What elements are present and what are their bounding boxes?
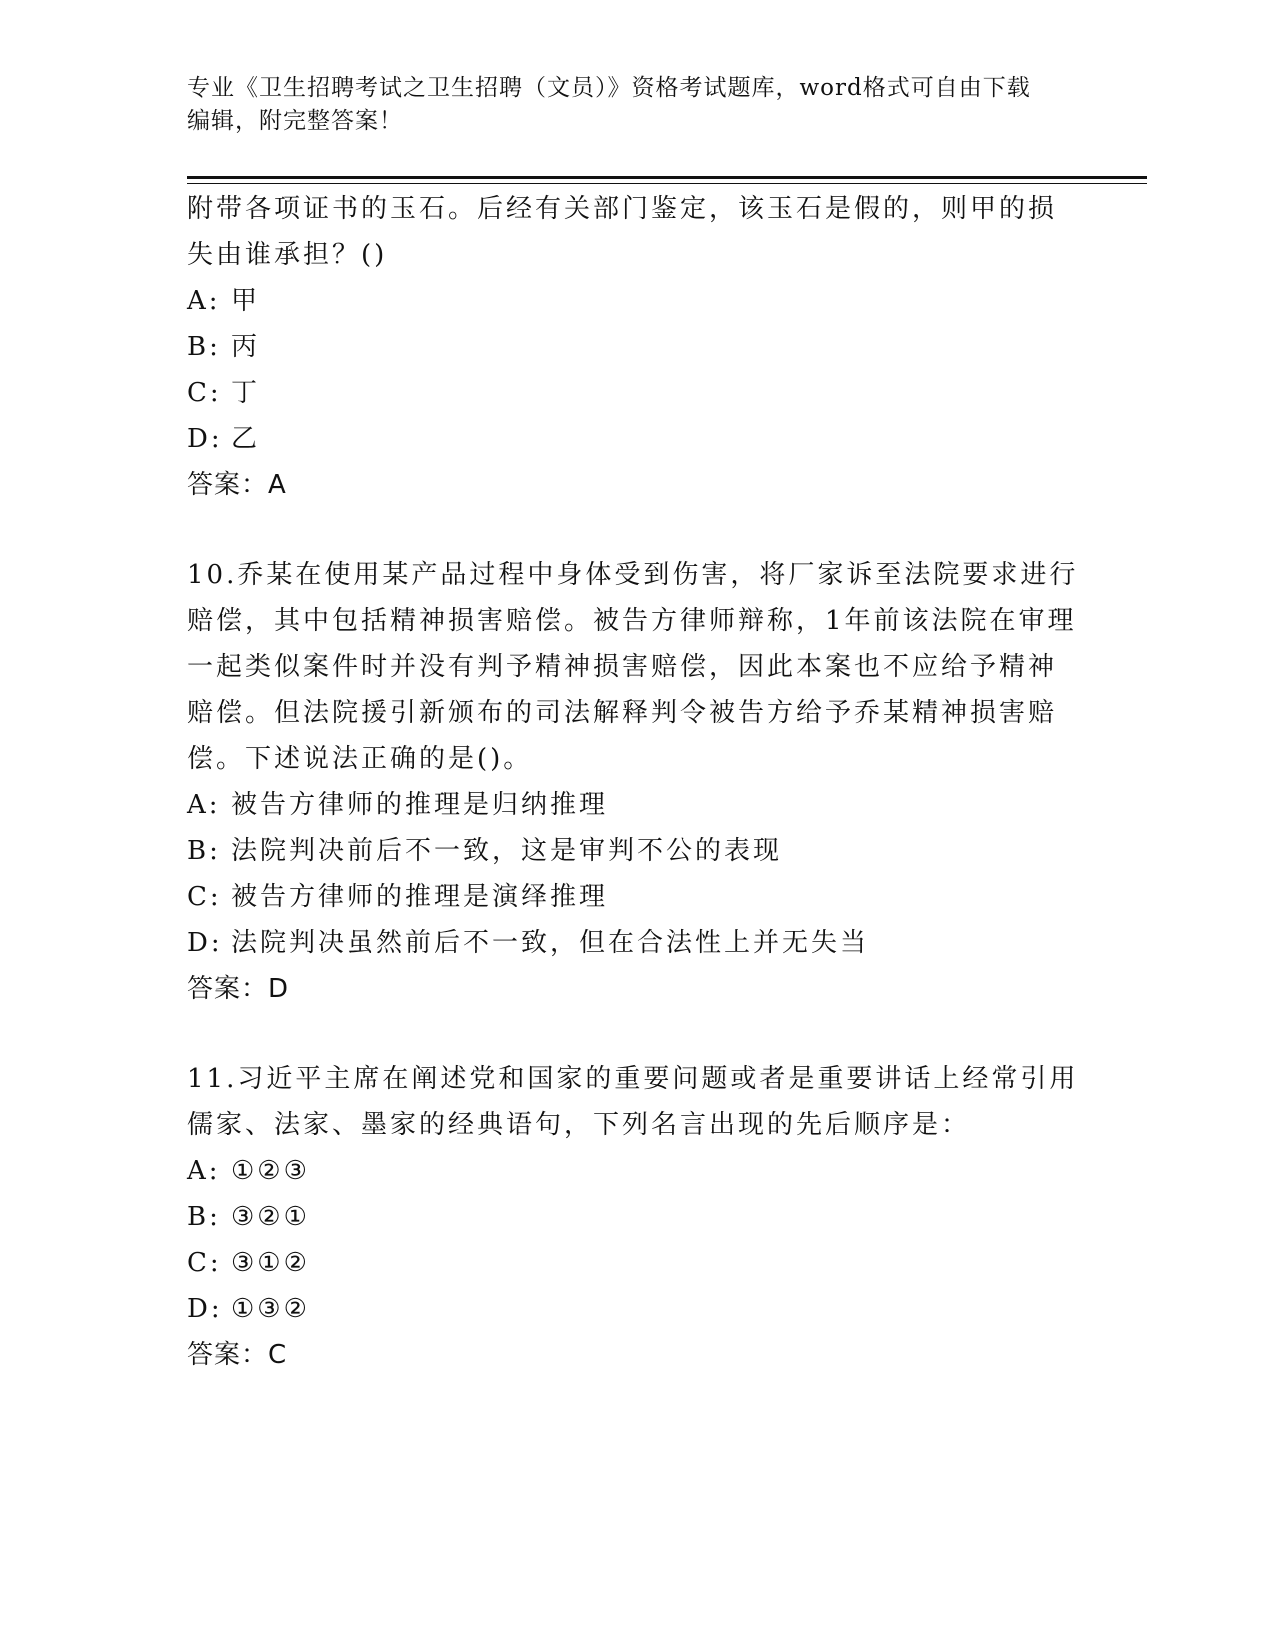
header-divider-thin [187,183,1147,184]
option-a [187,278,1087,324]
question-stem-line: 赔偿，其中包括精神损害赔偿。被告方律师辩称，1年前该法院在审理 [187,606,1077,636]
question-stem-line: 10.乔某在使用某产品过程中身体受到伤害，将厂家诉至法院要求进行 [187,560,1079,590]
option-text: 法院判决虽然前后不一致，但在合法性上并无失当 [231,928,870,958]
option-b [187,828,1087,874]
question-11 [187,1056,1087,1378]
option-letter: A: [187,1156,221,1186]
option-letter: C: [187,378,222,408]
option-c [187,370,1087,416]
option-a [187,1148,1087,1194]
header-title-line1: 专业《卫生招聘考试之卫生招聘（文员）》资格考试题库，word格式可自由下载 [187,75,1031,101]
question-stem-line: 一起类似案件时并没有判予精神损害赔偿，因此本案也不应给予精神 [187,652,1058,682]
option-c [187,1240,1087,1286]
question-stem-line: 赔偿。但法院援引新颁布的司法解释判令被告方给予乔某精神损害赔 [187,698,1058,728]
option-text: ③②① [231,1202,310,1232]
option-b [187,324,1087,370]
question-stem-line: 11.习近平主席在阐述党和国家的重要问题或者是重要讲话上经常引用 [187,1064,1079,1094]
document-header [187,72,1087,138]
option-text: 丁 [231,378,261,408]
option-text: 法院判决前后不一致，这是审判不公的表现 [231,836,783,866]
option-text: 被告方律师的推理是演绎推理 [231,882,609,912]
question-stem-line: 儒家、法家、墨家的经典语句，下列名言出现的先后顺序是： [187,1110,971,1140]
option-letter: D: [187,1294,223,1324]
answer-line: 答案：C [187,1340,288,1370]
option-a [187,782,1087,828]
answer-line: 答案：A [187,470,287,500]
option-letter: C: [187,882,222,912]
question-spacer [187,1012,1087,1056]
question-stem-line: 附带各项证书的玉石。后经有关部门鉴定，该玉石是假的，则甲的损 [187,194,1058,224]
question-9 [187,186,1087,508]
question-list [187,186,1087,1378]
option-letter: C: [187,1248,222,1278]
option-letter: B: [187,1202,221,1232]
answer-line: 答案：D [187,974,290,1004]
option-text: ③①② [231,1248,310,1278]
question-10 [187,552,1087,1012]
option-letter: A: [187,286,221,316]
option-d [187,1286,1087,1332]
option-text: 甲 [231,286,261,316]
option-text: ①③② [231,1294,310,1324]
question-spacer [187,508,1087,552]
option-d [187,416,1087,462]
option-letter: B: [187,836,221,866]
option-c [187,874,1087,920]
option-text: 丙 [231,332,261,362]
option-text: ①②③ [231,1156,310,1186]
option-d [187,920,1087,966]
option-b [187,1194,1087,1240]
option-letter: D: [187,424,223,454]
option-text: 被告方律师的推理是归纳推理 [231,790,609,820]
question-stem-line: 失由谁承担？() [187,240,388,270]
option-letter: A: [187,790,221,820]
option-letter: D: [187,928,223,958]
option-letter: B: [187,332,221,362]
question-stem-line: 偿。下述说法正确的是()。 [187,744,533,774]
option-text: 乙 [231,424,261,454]
header-title-line2: 编辑，附完整答案！ [187,108,403,134]
header-divider-thick [187,176,1147,179]
